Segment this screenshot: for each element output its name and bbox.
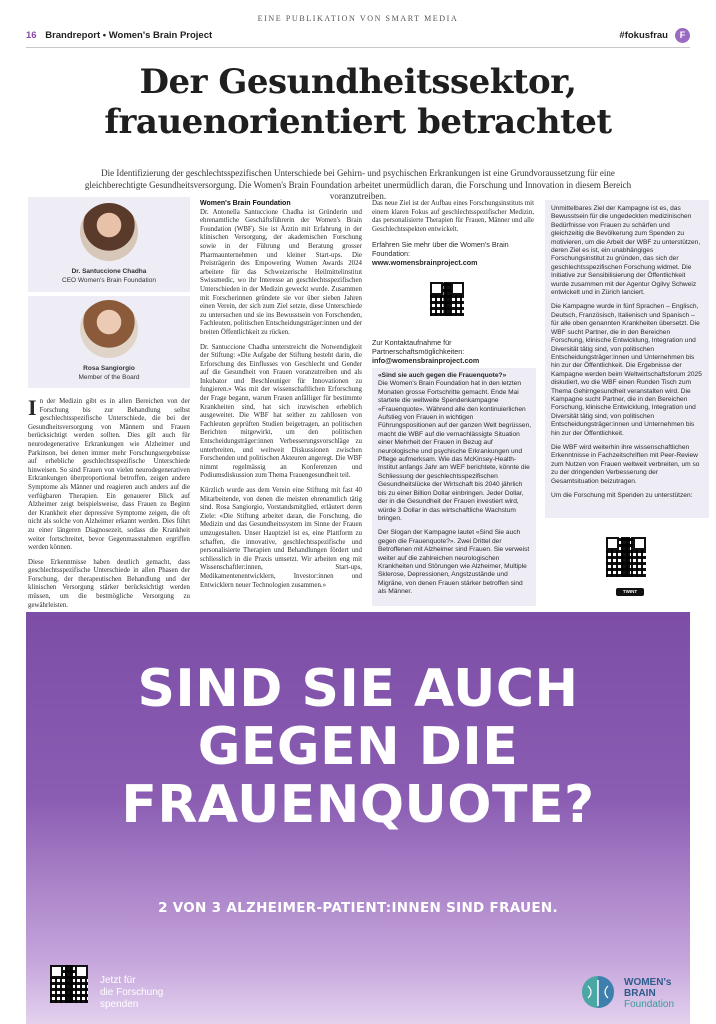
banner-line-2: GEGEN DIE [197,717,519,777]
col4-paragraph-3: Die WBF wird weiterhin ihre wissenschaftlichen Erkenntnisse in Fachzeitschriften mit Peer-Review zum Nutzen von Frauen weltweit verbreiten, um so zu der dringenden Verbesserung der Gesamtsituation beizutragen. [551,443,700,485]
header-rule [26,47,690,48]
col4-paragraph-2: Die Kampagne wurde in fünf Sprachen – Englisch, Deutsch, Französisch, Italienisch und Spanisch – für alle oben genannten Krankheiten übersetzt. Die WBF sucht Partner, die in den Bereichen Forschung, klinische Entwicklung, Integration und Diversität tätig sind, von politischen Entscheidungsträger:innen und Unternehmen bis hin zur der Öffentlichkeit. Die Ergebnisse der Kampagne werden beim Weltwirtschaftsforum 2025 diskutiert, wo die WBF einen Runden Tisch zum Thema Gehirngesundheit veranstalten wird. Die Kampagne sucht Partner, die in den Bereichen Forschung, klinische Entwicklung, Integration und Diversität tätig sind, von politischen Entscheidungsträger:innen und Unternehmen bis hin zur der Öffentlichkeit. [551,303,702,437]
portrait-sangiorgio [80,300,138,358]
portrait-chadha [80,203,138,261]
email-link[interactable]: info@womensbrainproject.com [372,356,480,365]
title-line-2: frauenorientiert betrachtet [104,102,612,142]
caption-chadha [28,267,190,285]
person-role: CEO Women's Brain Foundation [62,277,156,284]
donate-line-2: die Forschung [100,987,164,998]
more-info [372,240,534,267]
page-number: 16 [26,30,37,41]
more-info-text: Erfahren Sie mehr über die Women's Brain Foundation: [372,240,509,258]
campaign-question: «Sind sie auch gegen die Frauenquote?» [378,372,507,379]
col1-paragraph-1: n der Medizin gibt es in allen Bereichen von der Forschung bis zur Behandlung selbst geschlechtsspezifische Unterschiede, die bei der Gesundheitsversorgung von Männern und Frauen berücksichtigt werden sollten. Dies gilt auch für neurodegenerative Erkrankungen wie Alzheimer und Parkinson, bei denen immer mehr Forschungsergebnisse auf erhebliche geschlechtsspezifische Unterschiede hinweisen. So sind Frauen von vielen neurodegenerativen Erkrankungen überproportional betroffen, zeigen andere Symptome als Männer und reagieren auch anders auf die verfügbaren Therapien. Ein genauerer Blick auf Alzheimer zeigt beispielsweise, dass Frauen zu Beginn der Krankheit eher depressive Symptome zeigen, die oft nicht als solche von Alzheimer erkannt werden. Dies führt zu einer längeren Diagnosezeit, sodass die Krankheit weiter fortschreitet, bevor Gegenmassnahmen ergriffen werden können. [28,398,190,552]
donate-line-3: spenden [100,999,139,1010]
brand-icon: F [675,28,690,43]
banner-line-3: FRAUENQUOTE? [121,775,595,835]
logo-line-3: Foundation [624,999,675,1010]
box-paragraph-2: Der Slogan der Kampagne lautet «Sind Sie auch gegen die Frauenquote?». Zwei Drittel der Betroffenen mit Alzheimer sind Frauen. Sie verweist weiter auf die zahlreichen neurologischen Krankheiten und Störungen wie Alzheimer, Multiple Sklerose, Depressionen, Angstzustände und Migräne, von denen Frauen stärker betroffen sind als Männer. [378,529,530,596]
person-name: Dr. Santuccione Chadha [71,268,147,275]
banner-line-1: SIND SIE AUCH [137,659,579,719]
box-paragraph-1: Die Women's Brain Foundation hat in den letzten Monaten grosse Fortschritte gemacht. Ende Mai startete die weltweite Spendenkampagne «Frauenquote». Während alle den kontinuierlichen Aufstieg von Frauen in wichtigen Führungspositionen auf der ganzen Welt begrüssen, macht die WBF auf die vernachlässigte Situation einer Mehrheit der Frauen in Bezug auf neurologische und psychische Erkrankungen und Pflege aufmerksam. Wie das McKinsey-Health-Institut anfangs Jahr am WEF berichtete, könnte die Schliessung der geschlechtsspezifischen Gesundheitslücke der Wirtschaft bis 2040 jährlich bis zu einer Billion Dollar einbringen. Jeder Dollar, der in die Gesundheit der Frauen investiert wird, würde 3 Dollar in das wirtschaftliche Wachstum bringen. [378,380,532,522]
twint-logo: TWINT [616,588,644,596]
lead-paragraph: Die Identifizierung der geschlechtsspezifischen Unterschiede bei Gehirn- und psychischen Erkrankungen ist eine Grundvoraussetzung für eine gleichberechtigte Gesundheitsversorgung. Die Women's Brain Foundation arbeitet unermüdlich daran, die Forschung und Innovation in diesem Bereich voranzutreiben. [84,168,632,201]
website-link[interactable]: www.womensbrainproject.com [372,258,478,267]
banner-subline: 2 VON 3 ALZHEIMER-PATIENT:INNEN SIND FRAUEN. [158,900,558,916]
logo-line-1: WOMEN's [624,977,672,988]
article-column-2 [200,200,362,596]
article-column-1 [28,395,190,616]
qr-code-website[interactable] [430,282,464,316]
publication-line: EINE PUBLIKATION VON SMART MEDIA [257,14,459,23]
page-header [26,30,690,48]
title-line-1: Der Gesundheitssektor, [139,62,577,102]
article-column-3 [372,200,534,240]
hashtag[interactable]: #fokusfrau [619,30,668,41]
col2-paragraph-1: Dr. Antonella Santuccione Chadha ist Gründerin und ehrenamtliche Geschäftsführerin der Women's Brain Foundation (WBF). Sie ist Ärztin mit Erfahrung in der klinischen Versorgung, der akademischen Forschung sowie in der Führung und Beratung grosser Pharmaunternehmen und kleiner Start-ups. Die Preisträgerin des Empowering Women Awards 2024 arbeitete für das Schweizerische Heilmittelinstitut Swissmedic, wo ihr Interesse an geschlechtsspezifischen Unterschieden in der Medizin geweckt wurde. Zusammen mit Forscherinnen gründete sie vor über sieben Jahren einen Verein, der sich zum Ziel setzte, diese Unterschiede zu untersuchen und sie ins Bewusstsein von Forschenden, Fachleuten, politischen Entscheidungsträger:innen und der breiten Öffentlichkeit zu rücken. [200,208,362,336]
donate-line-1: Jetzt für [100,975,136,986]
col4-paragraph-4: Um die Forschung mit Spenden zu unterstützen: [551,492,693,499]
campaign-box-text [378,372,532,603]
qr-code-donate[interactable] [606,537,646,577]
person-role: Member of the Board [78,374,140,381]
foundation-logo-text [624,977,674,1010]
donate-text [100,975,163,1011]
col2-paragraph-2: Dr. Santuccione Chadha unterstreicht die Notwendigkeit der Stiftung: «Die Aufgabe der Stiftung besteht darin, die Erforschung des Einflusses von Geschlecht und Gender auf die Gesundheit von Frauen voranzutreiben und als Inkubator und Beschleuniger für Innovationen zu fungieren.» Was mit der wissenschaftlichen Erforschung der Frage begann, warum Frauen anfälliger für bestimmte Krankheiten sind, hat sich inzwischen erheblich ausgeweitet. Die WBF hat seither zu zahllosen von Fachleuten geprüften Studien beigetragen, an politischen Berichten mitgewirkt, um den politischen Entscheidungsträger:innen Verbesserungsvorschläge zu unterbreiten, und weltweit Diskussionen zwischen Forschenden und politischen Akteuren angeregt. Die WBF nimmt regelmässig an Konferenzen und Podiumsdiskussion zum Thema Frauengesundheit teil. [200,343,362,480]
col2-paragraph-3: Kürzlich wurde aus dem Verein eine Stiftung mit fast 40 Mitarbeitende, von denen die meisten ehrenamtlich tätig sind. Rosa Sangiorgio, Vorstandsmitglied, erläutert deren Ziele: «Die Stiftung arbeitet daran, die Forschung, die Medizin und das Gesundheitssystem im Sinne der Frauen umzugestalten. Unser Hauptziel ist es, eine Plattform zu schaffen, die innovative, geschlechtsspezifische und personalisierte Therapien und Behandlungen fördert und schliesslich in die Praxis umsetzt. Wir arbeiten eng mit Wissenschaftler:innen, Start-ups, Medikamentenentwicklern, Investor:innen und Entwicklern neuer Technologien zusammen.» [200,487,362,589]
section-title: Brandreport • Women's Brain Project [45,30,213,41]
caption-sangiorgio [28,364,190,382]
person-name: Rosa Sangiorgio [83,365,135,372]
col3-paragraph-1: Das neue Ziel ist der Aufbau eines Forschungsinstituts mit einem klaren Fokus auf geschlechtsspezifischer Medizin, das personalisierte Therapien für Frauen, Männer und alle Geschlechtsspekten entwickelt. [372,200,534,233]
article-column-4 [551,205,704,506]
brain-logo-icon [576,972,620,1012]
col1-paragraph-2: Diese Erkenntnisse haben deutlich gemacht, dass geschlechtsspezifische Unterschiede in allen Phasen der Forschung, der therapeutischen Behandlung und der klinischen Versorgung stärker berücksichtigt werden müssen, um die bestmögliche Versorgung zu gewährleisten. [28,558,190,609]
banner-headline [26,660,690,834]
drop-cap: I [28,395,37,420]
contact-text: Zur Kontaktaufnahme für Partnerschaftsmöglichkeiten: [372,338,465,356]
contact-info [372,338,534,365]
section-heading: Women's Brain Foundation [200,200,291,207]
qr-code-banner[interactable] [50,965,88,1003]
col4-paragraph-1: Unmittelbares Ziel der Kampagne ist es, das Bewusstsein für die ungedeckten medizinischen Bedürfnisse von Frauen zu schärfen und gleichzeitig die Bevölkerung zum Spenden zu motivieren, um die Arbeit der WBF zu unterstützen, deren Ziel es ist, ein unabhängiges Forschungsinstitut zu gründen, das sich der geschlechtsspezifischen Forschung widmet. Die Initiative zur Sensibilisierung der Öffentlichkeit wurde zusammen mit der Agentur Ogilvy Schweiz entwickelt und in Zürich lanciert. [551,205,701,297]
logo-line-2: BRAIN [624,988,656,999]
page-title [40,62,676,142]
